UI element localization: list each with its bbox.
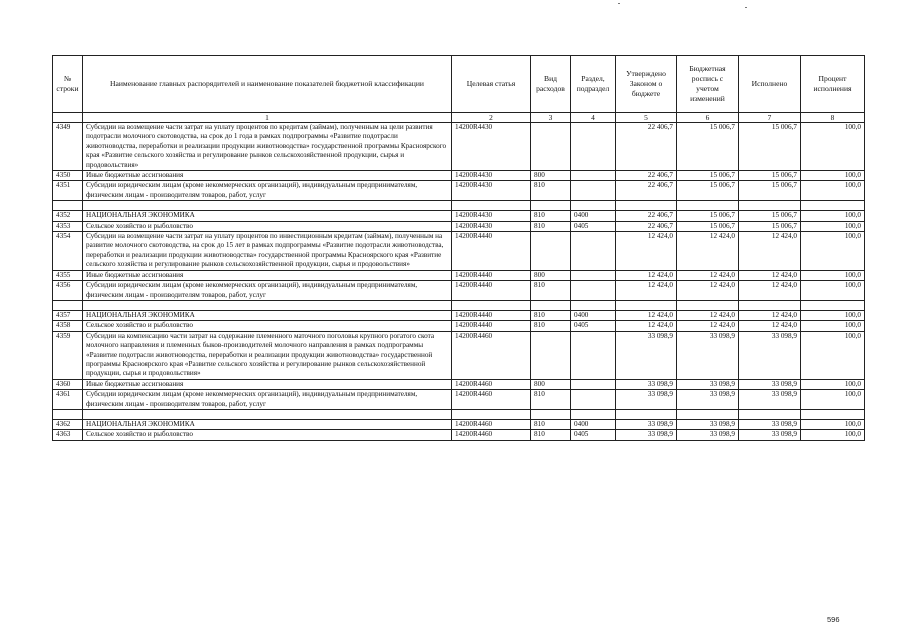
header-approved: Утверждено Законом о бюджете	[616, 56, 677, 113]
header-percent: Процент исполнения	[801, 56, 865, 113]
expense-type-cell: 800	[531, 270, 571, 280]
approved-amount-cell: 22 406,7	[616, 171, 677, 181]
executed-amount-cell: 33 098,9	[739, 331, 801, 379]
header-row-number: № строки	[53, 56, 83, 113]
executed-amount-cell: 12 424,0	[739, 270, 801, 280]
percent-cell: 100,0	[801, 123, 865, 171]
percent-cell: 100,0	[801, 310, 865, 320]
executed-amount-cell: 15 006,7	[739, 123, 801, 171]
row-name-cell: Иные бюджетные ассигнования	[83, 270, 452, 280]
row-name-cell: Субсидии юридическим лицам (кроме некоммерческих организаций), индивидуальным предпринимателям, физическим лицам - производителям товаров, работ, услуг	[83, 281, 452, 301]
column-number-blank	[53, 113, 83, 123]
expense-type-cell: 810	[531, 430, 571, 440]
target-article-cell: 14200R4460	[452, 331, 531, 379]
expense-type-cell	[531, 123, 571, 171]
expense-type-cell: 810	[531, 221, 571, 231]
executed-amount-cell: 15 006,7	[739, 171, 801, 181]
header-section: Раздел, подраздел	[571, 56, 616, 113]
expense-type-cell	[531, 232, 571, 271]
approved-amount-cell: 12 424,0	[616, 232, 677, 271]
row-number-cell: 4352	[53, 211, 83, 221]
target-article-cell: 14200R4440	[452, 321, 531, 331]
target-article-cell: 14200R4460	[452, 430, 531, 440]
table-spacer-row	[53, 201, 865, 211]
row-number-cell: 4357	[53, 310, 83, 320]
row-number-cell: 4358	[53, 321, 83, 331]
table-spacer-row	[53, 409, 865, 419]
row-number-cell: 4351	[53, 181, 83, 201]
table-row	[53, 232, 865, 271]
column-number: 7	[739, 113, 801, 123]
row-name-cell: Субсидии на компенсацию части затрат на содержание племенного маточного поголовья крупного рогатого скота молочного направления и племенных быков-производителей молочного направления в рамках подпрограммы «Развитие подотрасли животноводства, переработки и реализации продукции животноводства» государственной программы Красноярского края «Развитие сельского хозяйства и регулирование рынков сельскохозяйственной продукции, сырья и продовольствия»	[83, 331, 452, 379]
percent-cell: 100,0	[801, 232, 865, 271]
section-cell	[571, 270, 616, 280]
empty-cell	[452, 300, 531, 310]
empty-cell	[571, 409, 616, 419]
budget-schedule-cell: 15 006,7	[677, 221, 739, 231]
executed-amount-cell: 12 424,0	[739, 321, 801, 331]
column-number: 5	[616, 113, 677, 123]
row-number-cell: 4353	[53, 221, 83, 231]
row-number-cell: 4354	[53, 232, 83, 271]
percent-cell: 100,0	[801, 171, 865, 181]
approved-amount-cell: 33 098,9	[616, 419, 677, 429]
budget-schedule-cell: 12 424,0	[677, 270, 739, 280]
row-name-cell: Субсидии на возмещение части затрат на уплату процентов по кредитам (займам), полученным на цели развития подотрасли молочного скотоводства, на срок до 1 года в рамках подпрограммы «Развитие подотрасли животноводства, переработки и реализации продукции животноводства» государственной программы Красноярского края «Развитие сельского хозяйства и регулирование рынков сельскохозяйственной продукции, сырья и продовольствия»	[83, 123, 452, 171]
empty-cell	[677, 409, 739, 419]
empty-cell	[83, 409, 452, 419]
row-name-cell: НАЦИОНАЛЬНАЯ ЭКОНОМИКА	[83, 419, 452, 429]
table-row	[53, 321, 865, 331]
table-row	[53, 419, 865, 429]
section-cell: 0400	[571, 211, 616, 221]
row-number-cell: 4362	[53, 419, 83, 429]
table-row	[53, 331, 865, 379]
empty-cell	[53, 201, 83, 211]
approved-amount-cell: 12 424,0	[616, 281, 677, 301]
header-expense-type: Вид расходов	[531, 56, 571, 113]
column-number: 4	[571, 113, 616, 123]
approved-amount-cell: 12 424,0	[616, 310, 677, 320]
table-row	[53, 270, 865, 280]
percent-cell: 100,0	[801, 221, 865, 231]
percent-cell: 100,0	[801, 281, 865, 301]
expense-type-cell: 810	[531, 419, 571, 429]
expense-type-cell: 810	[531, 321, 571, 331]
row-name-cell: Субсидии юридическим лицам (кроме некоммерческих организаций), индивидуальным предпринимателям, физическим лицам - производителям товаров, работ, услуг	[83, 390, 452, 410]
row-number-cell: 4360	[53, 379, 83, 389]
row-number-cell: 4356	[53, 281, 83, 301]
target-article-cell: 14200R4430	[452, 211, 531, 221]
percent-cell: 100,0	[801, 181, 865, 201]
empty-cell	[531, 300, 571, 310]
table-spacer-row	[53, 300, 865, 310]
empty-cell	[531, 409, 571, 419]
target-article-cell: 14200R4440	[452, 281, 531, 301]
empty-cell	[616, 409, 677, 419]
section-cell	[571, 171, 616, 181]
target-article-cell: 14200R4430	[452, 221, 531, 231]
budget-schedule-cell: 33 098,9	[677, 419, 739, 429]
target-article-cell: 14200R4440	[452, 270, 531, 280]
row-name-cell: Субсидии на возмещение части затрат на уплату процентов по инвестиционным кредитам (займам), полученным на развитие молочного скотоводства, на срок до 15 лет в рамках подпрограммы «Развитие подотрасли животноводства, переработки и реализации продукции животноводства» государственной программы Красноярского края «Развитие сельского хозяйства и регулирование рынков сельскохозяйственной продукции, сырья и продовольствия»	[83, 232, 452, 271]
row-name-cell: Сельское хозяйство и рыболовство	[83, 321, 452, 331]
column-number: 1	[83, 113, 452, 123]
percent-cell: 100,0	[801, 331, 865, 379]
row-name-cell: НАЦИОНАЛЬНАЯ ЭКОНОМИКА	[83, 310, 452, 320]
approved-amount-cell: 22 406,7	[616, 211, 677, 221]
table-row	[53, 221, 865, 231]
section-cell	[571, 232, 616, 271]
target-article-cell: 14200R4430	[452, 171, 531, 181]
approved-amount-cell: 22 406,7	[616, 123, 677, 171]
section-cell: 0400	[571, 419, 616, 429]
empty-cell	[452, 201, 531, 211]
section-cell	[571, 123, 616, 171]
percent-cell: 100,0	[801, 419, 865, 429]
table-row	[53, 123, 865, 171]
budget-schedule-cell: 15 006,7	[677, 181, 739, 201]
column-number: 8	[801, 113, 865, 123]
section-cell: 0405	[571, 321, 616, 331]
empty-cell	[739, 300, 801, 310]
target-article-cell: 14200R4460	[452, 419, 531, 429]
row-name-cell: Сельское хозяйство и рыболовство	[83, 430, 452, 440]
row-number-cell: 4361	[53, 390, 83, 410]
row-number-cell: 4350	[53, 171, 83, 181]
approved-amount-cell: 33 098,9	[616, 390, 677, 410]
header-executed: Исполнено	[739, 56, 801, 113]
section-cell: 0405	[571, 221, 616, 231]
approved-amount-cell: 12 424,0	[616, 270, 677, 280]
empty-cell	[616, 201, 677, 211]
empty-cell	[801, 300, 865, 310]
row-name-cell: Субсидии юридическим лицам (кроме некоммерческих организаций), индивидуальным предпринимателям, физическим лицам - производителям товаров, работ, услуг	[83, 181, 452, 201]
scan-speck	[745, 7, 747, 8]
table-row	[53, 181, 865, 201]
empty-cell	[571, 300, 616, 310]
empty-cell	[531, 201, 571, 211]
executed-amount-cell: 33 098,9	[739, 379, 801, 389]
budget-schedule-cell: 33 098,9	[677, 390, 739, 410]
executed-amount-cell: 15 006,7	[739, 211, 801, 221]
budget-schedule-cell: 12 424,0	[677, 281, 739, 301]
header-budget-schedule: Бюджетная роспись с учетом изменений	[677, 56, 739, 113]
expense-type-cell: 810	[531, 390, 571, 410]
executed-amount-cell: 33 098,9	[739, 430, 801, 440]
section-cell	[571, 379, 616, 389]
section-cell	[571, 390, 616, 410]
empty-cell	[801, 201, 865, 211]
approved-amount-cell: 33 098,9	[616, 379, 677, 389]
column-number: 2	[452, 113, 531, 123]
header-target-article: Целевая статья	[452, 56, 531, 113]
approved-amount-cell: 22 406,7	[616, 221, 677, 231]
header-name: Наименование главных распорядителей и наименование показателей бюджетной классификации	[83, 56, 452, 113]
section-cell: 0400	[571, 310, 616, 320]
expense-type-cell: 800	[531, 171, 571, 181]
page-number: 596	[827, 615, 840, 624]
table-row	[53, 379, 865, 389]
budget-schedule-cell: 15 006,7	[677, 211, 739, 221]
empty-cell	[677, 300, 739, 310]
section-cell	[571, 331, 616, 379]
expense-type-cell: 810	[531, 211, 571, 221]
column-number: 6	[677, 113, 739, 123]
table-row	[53, 171, 865, 181]
empty-cell	[83, 300, 452, 310]
executed-amount-cell: 33 098,9	[739, 419, 801, 429]
table-row	[53, 310, 865, 320]
budget-schedule-cell: 15 006,7	[677, 171, 739, 181]
percent-cell: 100,0	[801, 390, 865, 410]
budget-schedule-cell: 33 098,9	[677, 430, 739, 440]
expense-type-cell: 810	[531, 281, 571, 301]
executed-amount-cell: 15 006,7	[739, 181, 801, 201]
empty-cell	[739, 201, 801, 211]
budget-schedule-cell: 12 424,0	[677, 232, 739, 271]
percent-cell: 100,0	[801, 211, 865, 221]
percent-cell: 100,0	[801, 321, 865, 331]
row-number-cell: 4363	[53, 430, 83, 440]
scan-speck	[618, 3, 620, 4]
target-article-cell: 14200R4430	[452, 123, 531, 171]
percent-cell: 100,0	[801, 379, 865, 389]
budget-schedule-cell: 12 424,0	[677, 321, 739, 331]
percent-cell: 100,0	[801, 430, 865, 440]
empty-cell	[83, 201, 452, 211]
percent-cell: 100,0	[801, 270, 865, 280]
row-number-cell: 4349	[53, 123, 83, 171]
row-number-cell: 4355	[53, 270, 83, 280]
table-row	[53, 211, 865, 221]
executed-amount-cell: 12 424,0	[739, 232, 801, 271]
approved-amount-cell: 33 098,9	[616, 331, 677, 379]
approved-amount-cell: 12 424,0	[616, 321, 677, 331]
empty-cell	[571, 201, 616, 211]
table-row	[53, 281, 865, 301]
row-name-cell: НАЦИОНАЛЬНАЯ ЭКОНОМИКА	[83, 211, 452, 221]
approved-amount-cell: 33 098,9	[616, 430, 677, 440]
expense-type-cell: 810	[531, 310, 571, 320]
approved-amount-cell: 22 406,7	[616, 181, 677, 201]
executed-amount-cell: 33 098,9	[739, 390, 801, 410]
empty-cell	[616, 300, 677, 310]
expense-type-cell: 810	[531, 181, 571, 201]
target-article-cell: 14200R4460	[452, 379, 531, 389]
row-name-cell: Сельское хозяйство и рыболовство	[83, 221, 452, 231]
expense-type-cell: 800	[531, 379, 571, 389]
table-row	[53, 390, 865, 410]
column-number: 3	[531, 113, 571, 123]
budget-schedule-cell: 33 098,9	[677, 331, 739, 379]
row-name-cell: Иные бюджетные ассигнования	[83, 379, 452, 389]
executed-amount-cell: 15 006,7	[739, 221, 801, 231]
target-article-cell: 14200R4430	[452, 181, 531, 201]
budget-schedule-cell: 15 006,7	[677, 123, 739, 171]
target-article-cell: 14200R4440	[452, 310, 531, 320]
budget-schedule-cell: 12 424,0	[677, 310, 739, 320]
column-number-row	[53, 113, 865, 123]
budget-schedule-cell: 33 098,9	[677, 379, 739, 389]
row-name-cell: Иные бюджетные ассигнования	[83, 171, 452, 181]
section-cell	[571, 281, 616, 301]
expense-type-cell	[531, 331, 571, 379]
empty-cell	[53, 300, 83, 310]
row-number-cell: 4359	[53, 331, 83, 379]
executed-amount-cell: 12 424,0	[739, 281, 801, 301]
empty-cell	[677, 201, 739, 211]
table-body	[53, 123, 865, 441]
empty-cell	[801, 409, 865, 419]
target-article-cell: 14200R4460	[452, 390, 531, 410]
empty-cell	[53, 409, 83, 419]
table-header-row	[53, 56, 865, 113]
empty-cell	[739, 409, 801, 419]
section-cell	[571, 181, 616, 201]
empty-cell	[452, 409, 531, 419]
target-article-cell: 14200R4440	[452, 232, 531, 271]
executed-amount-cell: 12 424,0	[739, 310, 801, 320]
table-row	[53, 430, 865, 440]
budget-execution-table	[52, 55, 865, 441]
section-cell: 0405	[571, 430, 616, 440]
